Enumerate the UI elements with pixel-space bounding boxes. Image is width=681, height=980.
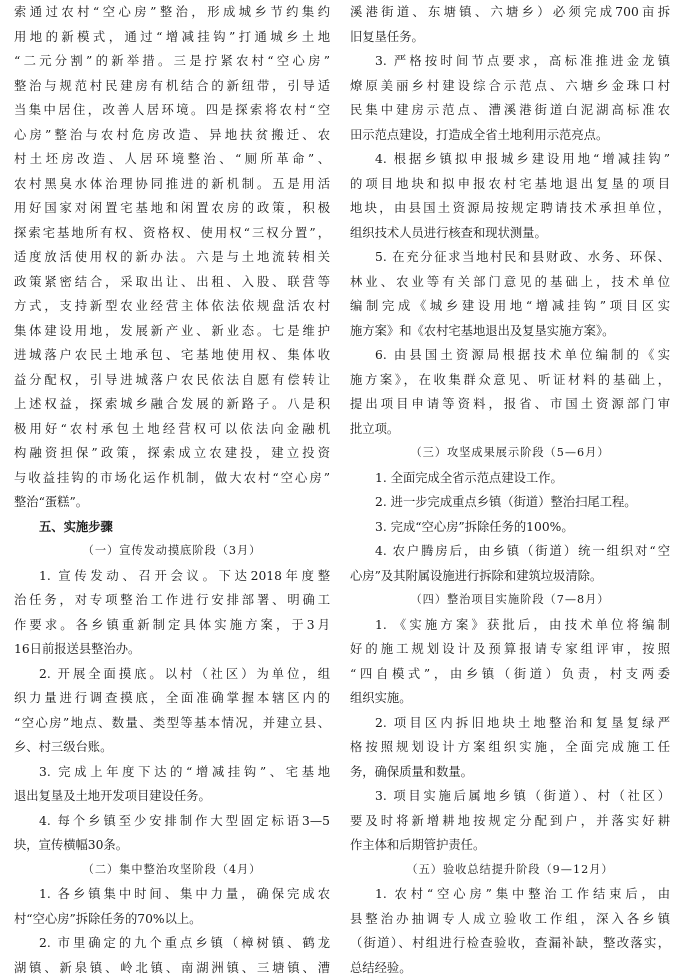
paragraph-start-line: 1. 《实施方案》获批后，由技术单位将编制 <box>350 613 670 638</box>
text-line: 湖镇、新泉镇、岭北镇、南湖洲镇、三塘镇、漕 <box>14 956 330 980</box>
text-line: 政策紧密结合，采取出让、出租、入股、联营等 <box>14 270 330 295</box>
text-line: 地块，由县国土资源局按规定聘请技术承担单位， <box>350 196 670 221</box>
phase-heading: （四）整治项目实施阶段（7—8月） <box>350 588 670 613</box>
paragraph-line: 3. 完成“空心房”拆除任务的100%。 <box>350 515 670 540</box>
text-line: 当集中居住，改善人居环境。四是探索将农村“空 <box>14 98 330 123</box>
paragraph-line: 2. 进一步完成重点乡镇（街道）整治扫尾工程。 <box>350 490 670 515</box>
text-line: 心房”整治与农村危房改造、异地扶贫搬迁、农 <box>14 123 330 148</box>
text-line: 施方案》，在收集群众意见、听证材料的基础上， <box>350 368 670 393</box>
paragraph-end-line: 心房”及其附属设施进行拆除和建筑垃圾清除。 <box>350 564 670 589</box>
text-line: 织力量进行调查摸底，全面准确掌握本辖区内的 <box>14 686 330 711</box>
text-line: “空心房”地点、数量、类型等基本情况，并建立县、 <box>14 711 330 736</box>
text-line: 提出项目申请等资料，报省、市国土资源部门审 <box>350 392 670 417</box>
paragraph-start-line: 5. 在充分征求当地村民和县财政、水务、环保、 <box>350 245 670 270</box>
paragraph-end-line: 16日前报送县整治办。 <box>14 637 330 662</box>
paragraph-line: 1. 全面完成全省示范点建设工作。 <box>350 466 670 491</box>
paragraph-start-line: 4. 每个乡镇至少安排制作大型固定标语3—5 <box>14 809 330 834</box>
text-line: 进城落户农民土地承包、宅基地使用权、集体收 <box>14 343 330 368</box>
text-line: 探索宅基地所有权、资格权、使用权“三权分置”， <box>14 221 330 246</box>
paragraph-end-line: 田示范点建设，打造成全省土地利用示范亮点。 <box>350 123 670 148</box>
text-line: 民集中建房示范点、漕溪港街道白泥湖高标准农 <box>350 98 670 123</box>
paragraph-start-line: 3. 项目实施后属地乡镇（街道）、村（社区） <box>350 784 670 809</box>
text-line: 极用好“农村承包土地经营权可以依法向金融机 <box>14 417 330 442</box>
phase-heading: （五）验收总结提升阶段（9—12月） <box>350 858 670 883</box>
text-line: 方式，支持新型农业经营主体依法依规盘活农村 <box>14 294 330 319</box>
paragraph-end-line: 组织技术人员进行核查和现状测量。 <box>350 221 670 246</box>
paragraph-start-line: 3. 完成上年度下达的“增减挂钩”、宅基地 <box>14 760 330 785</box>
paragraph-end-line: 退出复垦及土地开发项目建设任务。 <box>14 784 330 809</box>
text-line: 用地的新模式，通过“增减挂钩”打通城乡土地 <box>14 25 330 50</box>
text-line: 要及时将新增耕地按规定分配到户，并落实好耕 <box>350 809 670 834</box>
text-line: 作要求。各乡镇重新制定具体实施方案，于3月 <box>14 613 330 638</box>
text-line: 编制完成《城乡建设用地“增减挂钩”项目区实 <box>350 294 670 319</box>
paragraph-end-line: 旧复垦任务。 <box>350 25 670 50</box>
paragraph-start-line: 3. 严格按时间节点要求，高标准推进金龙镇 <box>350 49 670 74</box>
section-heading: 五、实施步骤 <box>14 515 330 540</box>
text-line: （街道）、村组进行检查验收，查漏补缺，整改落实， <box>350 931 670 956</box>
text-line: 与收益挂钩的市场化运作机制，做大农村“空心房” <box>14 466 330 491</box>
text-line: 构融资担保”政策，探索成立农建投，建立投资 <box>14 441 330 466</box>
paragraph-end-line: 作主体和后期管护责任。 <box>350 833 670 858</box>
phase-heading: （二）集中整治攻坚阶段（4月） <box>14 858 330 883</box>
paragraph-end-line: 批立项。 <box>350 417 670 442</box>
paragraph-start-line: 2. 项目区内拆旧地块土地整治和复垦复绿严 <box>350 711 670 736</box>
paragraph-end-line: 整治“蛋糕”。 <box>14 490 330 515</box>
text-line: 治任务，对专项整治工作进行安排部署、明确工 <box>14 588 330 613</box>
text-line: 上述权益，探索城乡融合发展的新路子。八是积 <box>14 392 330 417</box>
text-line: 格按照规划设计方案组织实施，全面完成施工任 <box>350 735 670 760</box>
paragraph-start-line: 4. 农户腾房后，由乡镇（街道）统一组织对“空 <box>350 539 670 564</box>
left-text-column <box>14 0 330 980</box>
text-line: “二元分割”的新举措。三是拧紧农村“空心房” <box>14 49 330 74</box>
text-line: 索通过农村“空心房”整治，形成城乡节约集约 <box>14 0 330 25</box>
paragraph-start-line: 1. 宣传发动、召开会议。下达2018年度整 <box>14 564 330 589</box>
text-line: 溪港街道、东塘镇、六塘乡）必须完成700亩拆 <box>350 0 670 25</box>
text-line: 集体建设用地，发展新产业、新业态。七是维护 <box>14 319 330 344</box>
paragraph-start-line: 6. 由县国土资源局根据技术单位编制的《实 <box>350 343 670 368</box>
text-line: 的项目地块和拟申报农村宅基地退出复垦的项目 <box>350 172 670 197</box>
text-line: 整治与规范村民建房有机结合的新纽带，引导适 <box>14 74 330 99</box>
phase-heading: （三）攻坚成果展示阶段（5—6月） <box>350 441 670 466</box>
paragraph-end-line: 施方案》和《农村宅基地退出及复垦实施方案》。 <box>350 319 670 344</box>
paragraph-start-line: 4. 根据乡镇拟申报城乡建设用地“增减挂钩” <box>350 147 670 172</box>
text-line: 林业、农业等有关部门意见的基础上，技术单位 <box>350 270 670 295</box>
paragraph-end-line: 块，宣传横幅30条。 <box>14 833 330 858</box>
text-line: 益分配权，引导进城落户农民依法自愿有偿转让 <box>14 368 330 393</box>
text-line: 燎原美丽乡村建设综合示范点、六塘乡金珠口村 <box>350 74 670 99</box>
paragraph-start-line: 1. 各乡镇集中时间、集中力量，确保完成农 <box>14 882 330 907</box>
text-line: “四自模式”，由乡镇（街道）负责，村支两委 <box>350 662 670 687</box>
paragraph-end-line: 乡、村三级台账。 <box>14 735 330 760</box>
text-line: 好的施工规划设计及预算报请专家组评审，按照 <box>350 637 670 662</box>
text-line: 适度放活使用权的新办法。六是与土地流转相关 <box>14 245 330 270</box>
paragraph-start-line: 2. 市里确定的九个重点乡镇（樟树镇、鹤龙 <box>14 931 330 956</box>
phase-heading: （一）宣传发动摸底阶段（3月） <box>14 539 330 564</box>
right-text-column <box>350 0 670 980</box>
paragraph-start-line: 1. 农村“空心房”集中整治工作结束后，由 <box>350 882 670 907</box>
text-line: 用好国家对闲置宅基地和闲置农房的政策，积极 <box>14 196 330 221</box>
text-line: 农村黑臭水体治理协同推进的新机制。五是用活 <box>14 172 330 197</box>
paragraph-end-line: 组织实施。 <box>350 686 670 711</box>
paragraph-end-line: 村“空心房”拆除任务的70%以上。 <box>14 907 330 932</box>
text-line: 县整治办抽调专人成立验收工作组，深入各乡镇 <box>350 907 670 932</box>
paragraph-end-line: 总结经验。 <box>350 956 670 980</box>
paragraph-start-line: 2. 开展全面摸底。以村（社区）为单位，组 <box>14 662 330 687</box>
text-line: 村土坯房改造、人居环境整治、“厕所革命”、 <box>14 147 330 172</box>
paragraph-end-line: 务，确保质量和数量。 <box>350 760 670 785</box>
